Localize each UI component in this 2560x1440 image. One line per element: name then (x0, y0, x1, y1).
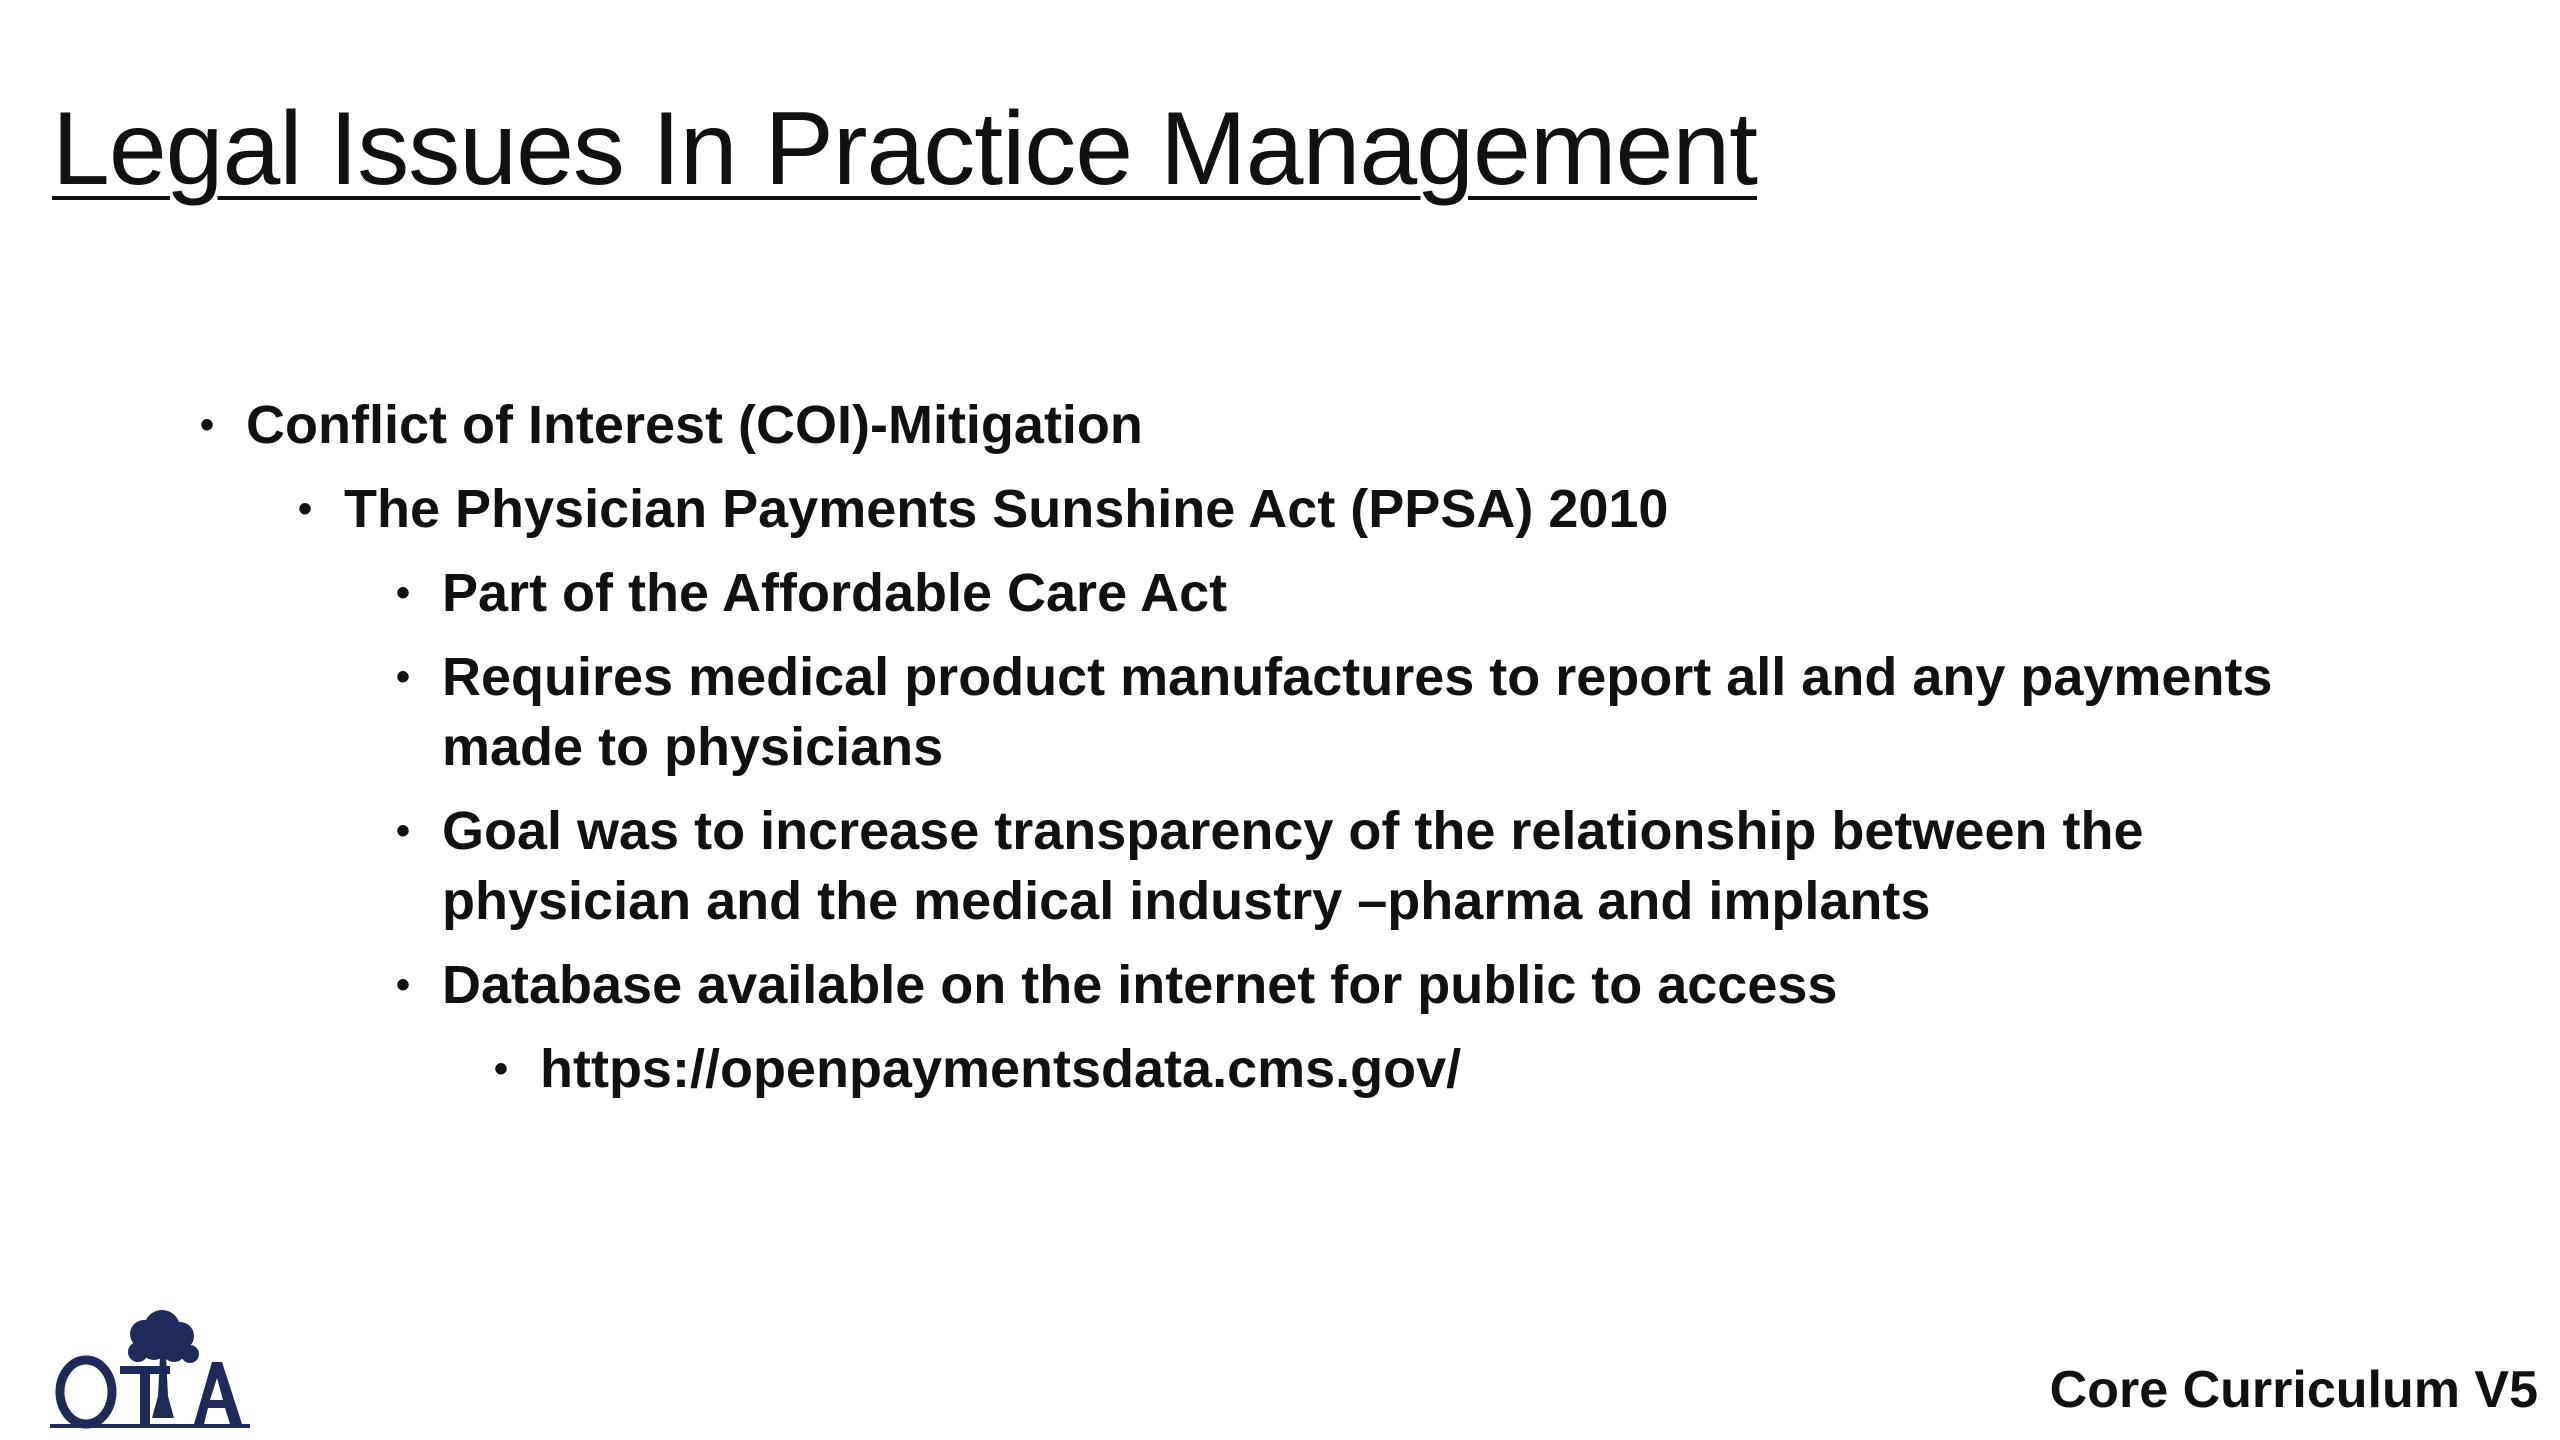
slide-title: Legal Issues In Practice Management (52, 91, 1758, 207)
bullet-item (494, 1034, 2370, 1104)
bullet-text: Database available on the internet for public to access (442, 955, 1838, 1015)
bullet-item (200, 390, 2246, 460)
bullet-item (298, 474, 2294, 544)
bullet-dot-icon: • (298, 487, 313, 531)
bullet-text: Requires medical product manufactures to report all and any payments made to physicians (442, 647, 2273, 777)
bullet-dot-icon: • (396, 809, 411, 853)
bullet-dot-icon: • (200, 403, 215, 447)
bullet-item (396, 950, 2372, 1020)
bullet-text: Conflict of Interest (COI)-Mitigation (246, 395, 1143, 455)
bullet-text: Part of the Affordable Care Act (442, 563, 1228, 623)
bullet-item (396, 558, 2372, 628)
bullet-list (0, 390, 2560, 1118)
bullet-dot-icon: • (494, 1047, 509, 1091)
bullet-dot-icon: • (396, 571, 411, 615)
bullet-text: Goal was to increase transparency of the relationship between the physician and the medical industry –pharma and implants (442, 801, 2144, 931)
bullet-dot-icon: • (396, 655, 411, 699)
bullet-link-text: https://openpaymentsdata.cms.gov/ (540, 1039, 1462, 1099)
bullet-item (396, 642, 2372, 782)
bullet-item (396, 796, 2372, 936)
bullet-text: The Physician Payments Sunshine Act (PPSA) 2010 (344, 479, 1669, 539)
core-curriculum-brand: Core Curriculum V5 (2049, 1361, 2538, 1419)
ota-tree-logo-icon (44, 1300, 254, 1440)
bullet-dot-icon: • (396, 963, 411, 1007)
